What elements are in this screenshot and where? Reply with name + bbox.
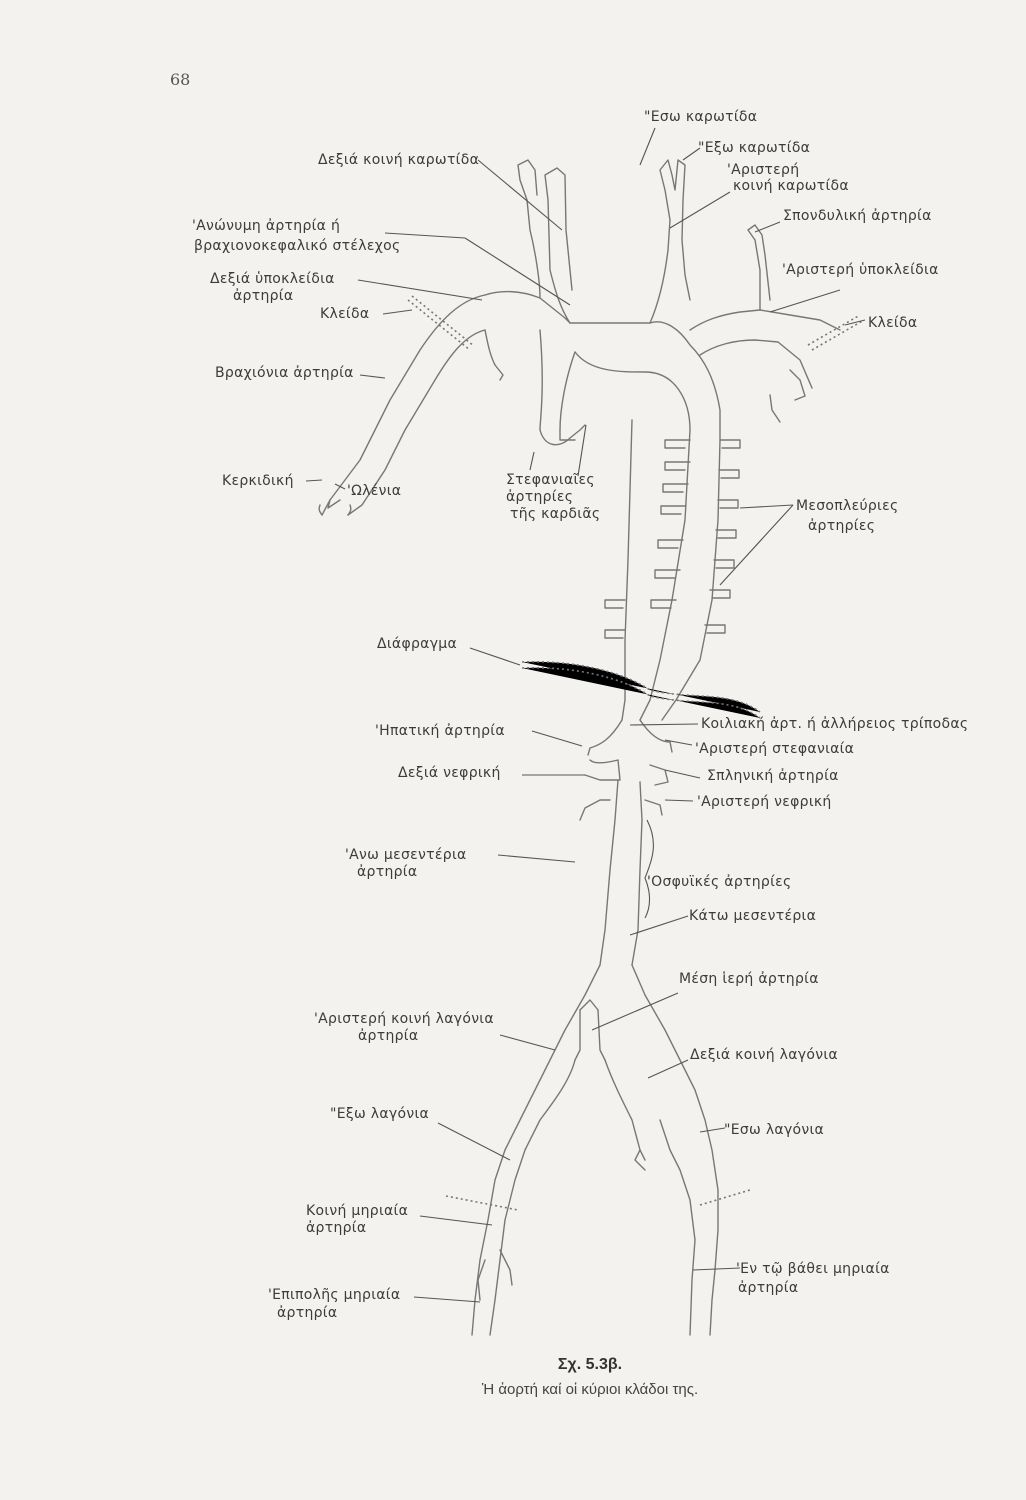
label-intercostal-1: Μεσοπλεύριες <box>796 498 899 514</box>
label-external-iliac: "Εξω λαγόνια <box>330 1106 430 1122</box>
label-deep-femoral-2: ἀρτηρία <box>738 1280 799 1296</box>
label-lumbar: 'Οσφυϊκές ἀρτηρίες <box>647 874 792 890</box>
label-right-renal: Δεξιά νεφρική <box>398 765 501 781</box>
label-hepatic: 'Ηπατική ἀρτηρία <box>375 723 505 739</box>
label-common-femoral-2: ἀρτηρία <box>306 1220 367 1236</box>
label-clavicle-left: Κλείδα <box>320 306 370 322</box>
label-celiac: Κοιλιακή ἀρτ. ή ἀλλήρειος τρίποδας <box>701 716 969 732</box>
label-left-common-iliac-1: 'Αριστερή κοινή λαγόνια <box>314 1011 494 1027</box>
page-number: 68 <box>170 70 191 89</box>
label-brachial: Βραχιόνια ἀρτηρία <box>215 365 354 381</box>
label-radial: Κερκιδική <box>222 473 294 489</box>
label-coronary-2: ἀρτηρίες <box>506 489 574 505</box>
label-inferior-mesenteric: Κάτω μεσεντέρια <box>689 908 817 924</box>
label-superficial-femoral-1: 'Επιπολῆς μηριαία <box>268 1287 401 1303</box>
label-diaphragm: Διάφραγμα <box>377 636 458 652</box>
label-median-sacral: Μέση ἱερή ἀρτηρία <box>679 971 819 987</box>
label-superficial-femoral-2: ἀρτηρία <box>277 1305 338 1321</box>
label-superior-mesenteric-1: 'Ανω μεσεντέρια <box>345 847 467 863</box>
label-splenic: Σπληνική ἀρτηρία <box>707 768 839 784</box>
figure-number: Σχ. 5.3β. <box>557 1356 623 1373</box>
label-superior-mesenteric-2: ἀρτηρία <box>357 864 418 880</box>
label-left-common-carotid-2: κοινή καρωτίδα <box>733 178 849 194</box>
label-left-gastric: 'Αριστερή στεφανιαία <box>695 741 855 757</box>
intercostal-branches <box>605 440 740 638</box>
label-right-common-iliac: Δεξιά κοινή λαγόνια <box>690 1047 838 1063</box>
label-internal-iliac: "Εσω λαγόνια <box>724 1122 825 1138</box>
label-internal-carotid: "Εσω καρωτίδα <box>644 109 758 125</box>
label-intercostal-2: ἀρτηρίες <box>808 518 876 534</box>
label-right-common-carotid: Δεξιά κοινή καρωτίδα <box>318 152 480 168</box>
figure-title: Ἡ ἀορτή καί οἱ κύριοι κλάδοι της. <box>481 1381 699 1398</box>
label-left-common-carotid-1: 'Αριστερή <box>727 162 800 178</box>
label-clavicle-right: Κλείδα <box>868 315 918 331</box>
label-deep-femoral-1: 'Εν τῷ βάθει μηριαία <box>736 1261 890 1277</box>
label-coronary-3: τῆς καρδιᾶς <box>510 506 601 522</box>
label-common-femoral-1: Κοινή μηριαία <box>306 1203 409 1219</box>
label-right-subclavian-2: ἀρτηρία <box>233 288 294 304</box>
label-brachiocephalic-2: βραχιονοκεφαλικό στέλεχος <box>194 238 401 254</box>
label-left-renal: 'Αριστερή νεφρική <box>697 794 832 810</box>
label-left-common-iliac-2: ἀρτηρία <box>358 1028 419 1044</box>
label-brachiocephalic-1: 'Ανώνυμη ἀρτηρία ή <box>192 218 341 234</box>
label-external-carotid: "Εξω καρωτίδα <box>698 140 811 156</box>
label-ulnar: 'Ωλένια <box>347 483 402 499</box>
label-vertebral: Σπονδυλική ἀρτηρία <box>783 208 932 224</box>
label-right-subclavian-1: Δεξιά ὑποκλείδια <box>210 271 335 287</box>
label-left-subclavian: 'Αριστερή ὑποκλείδια <box>782 262 939 278</box>
label-coronary-1: Στεφανιαῖες <box>506 472 595 488</box>
